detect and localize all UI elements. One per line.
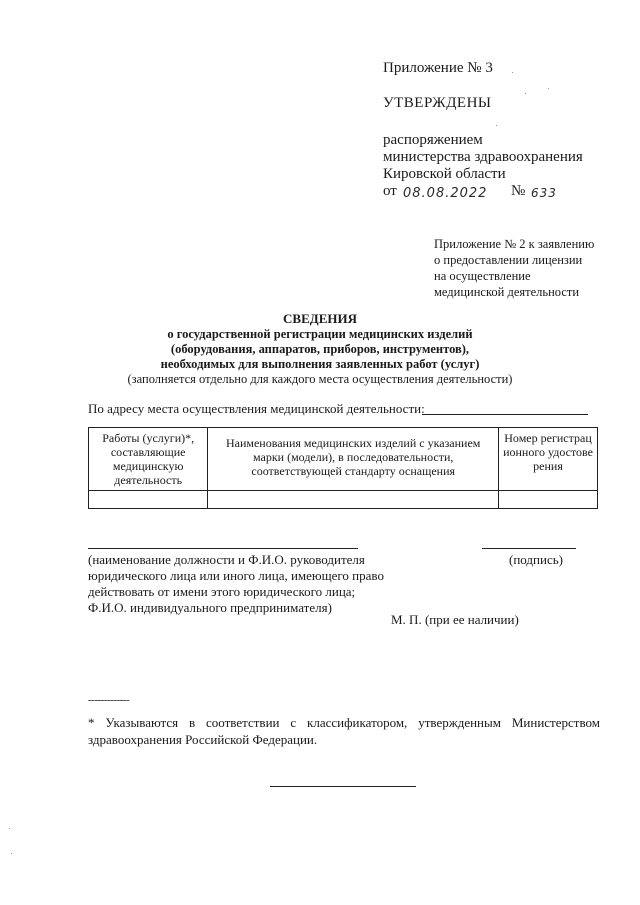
devices-table	[88, 427, 598, 509]
signature-label: (подпись)	[509, 552, 563, 567]
date-prefix: от	[383, 183, 397, 199]
header-device-names: Наименования медицинских изделий с указанием марки (модели), в последовательности, соответствующей стандарту оснащения	[208, 428, 499, 491]
name-underline[interactable]	[88, 548, 358, 549]
scan-speck	[9, 828, 10, 829]
appendix2-line-2: о предоставлении лицензии	[434, 253, 583, 267]
order-line-2: министерства здравоохранения	[383, 149, 583, 165]
document-title: СВЕДЕНИЯ	[283, 311, 357, 326]
address-underline[interactable]	[422, 414, 588, 415]
order-line-3: Кировской области	[383, 166, 506, 182]
cell-empty[interactable]	[89, 491, 208, 509]
appendix2-line-1: Приложение № 2 к заявлению	[434, 237, 595, 251]
signature-left-line-1: (наименование должности и Ф.И.О. руководителя	[88, 552, 365, 567]
footnote-separator: -------------	[88, 694, 130, 706]
title-note: (заполняется отдельно для каждого места осуществления деятельности)	[127, 372, 513, 386]
footnote-text: * Указываются в соответствии с классификатором, утвержденным Министерством здравоохранения Российской Федерации.	[88, 715, 600, 747]
header-services: Работы (услуги)*, составляющие медицинскую деятельность	[89, 428, 208, 491]
signature-left-line-4: Ф.И.О. индивидуального предпринимателя)	[88, 600, 332, 615]
cell-empty[interactable]	[208, 491, 499, 509]
signature-left-line-2: юридического лица или иного лица, имеющего право	[88, 568, 384, 583]
stamp-label: М. П. (при ее наличии)	[391, 612, 519, 627]
table-header-row	[89, 428, 598, 491]
handwritten-number: 633	[531, 186, 557, 200]
number-prefix: №	[511, 183, 526, 199]
scan-speck	[548, 88, 549, 89]
appendix-number: Приложение № 3	[383, 60, 493, 76]
signature-left-line-3: действовать от имени этого юридического лица;	[88, 584, 356, 599]
scan-speck	[496, 125, 497, 126]
table-row	[89, 491, 598, 509]
address-label: По адресу места осуществления медицинской деятельности:	[88, 401, 425, 416]
approved-heading: УТВЕРЖДЕНЫ	[383, 95, 492, 111]
cell-empty[interactable]	[499, 491, 598, 509]
appendix2-line-3: на осуществление	[434, 269, 531, 283]
bottom-rule	[270, 786, 416, 787]
title-sub-line-3: необходимых для выполнения заявленных работ (услуг)	[160, 357, 480, 371]
order-line-1: распоряжением	[383, 132, 483, 148]
title-sub-line-1: о государственной регистрации медицинских изделий	[167, 327, 473, 341]
appendix2-line-4: медицинской деятельности	[434, 285, 580, 299]
scan-speck	[512, 72, 513, 73]
title-sub-line-2: (оборудования, аппаратов, приборов, инструментов),	[170, 342, 470, 356]
handwritten-date: 08.08.2022	[403, 186, 488, 201]
signature-underline[interactable]	[482, 548, 576, 549]
scan-speck	[525, 93, 526, 94]
header-registration-number: Номер регистрационного удостоверения	[499, 428, 598, 491]
scan-speck	[11, 853, 12, 854]
